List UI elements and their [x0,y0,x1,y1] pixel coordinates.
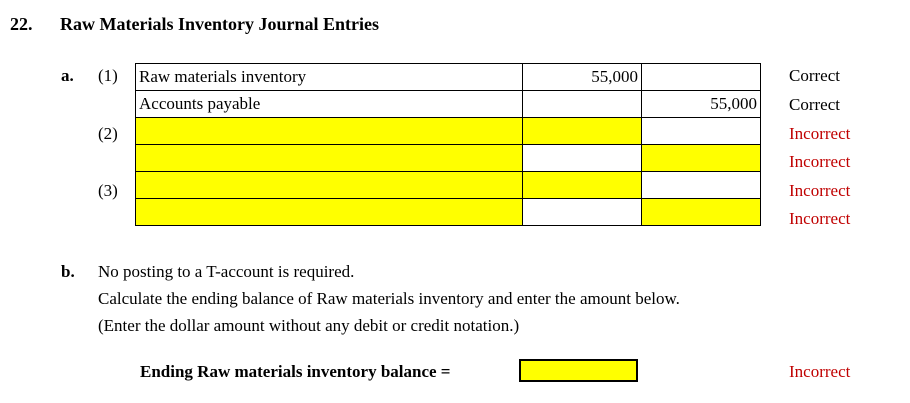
row-5-status: Incorrect [789,181,851,200]
account-input[interactable] [136,199,523,226]
credit-input[interactable] [642,145,761,172]
step-3-label: (3) [98,181,118,200]
debit-input[interactable] [523,172,642,199]
row-4-status: Incorrect [789,152,851,171]
part-a-label: a. [61,66,74,85]
table-row [136,118,761,145]
table-row [136,64,761,91]
row-1-status: Correct [789,66,840,85]
question-title: Raw Materials Inventory Journal Entries [60,14,379,34]
ending-balance-label: Ending Raw materials inventory balance = [140,362,451,381]
debit-input[interactable] [523,91,642,118]
credit-input[interactable]: 55,000 [642,91,761,118]
table-row [136,172,761,199]
journal-entry-table [135,63,761,226]
credit-input[interactable] [642,199,761,226]
credit-input[interactable] [642,118,761,145]
part-b-line-2: Calculate the ending balance of Raw materials inventory and enter the amount below. [98,289,680,308]
step-2-label: (2) [98,124,118,143]
account-input[interactable] [136,118,523,145]
row-2-status: Correct [789,95,840,114]
part-b-line-1: No posting to a T-account is required. [98,262,355,281]
credit-input[interactable] [642,64,761,91]
row-6-status: Incorrect [789,209,851,228]
debit-input[interactable] [523,145,642,172]
ending-balance-status: Incorrect [789,362,851,381]
debit-input[interactable] [523,118,642,145]
account-input[interactable]: Raw materials inventory [136,64,523,91]
table-row [136,199,761,226]
step-1-label: (1) [98,66,118,85]
part-b-line-3: (Enter the dollar amount without any debit or credit notation.) [98,316,520,335]
account-input[interactable] [136,172,523,199]
credit-input[interactable] [642,172,761,199]
question-number: 22. [10,14,33,34]
table-row [136,91,761,118]
debit-input[interactable] [523,199,642,226]
account-input[interactable] [136,145,523,172]
account-input[interactable]: Accounts payable [136,91,523,118]
debit-input[interactable]: 55,000 [523,64,642,91]
ending-balance-input[interactable] [519,359,638,382]
table-row [136,145,761,172]
part-b-label: b. [61,262,75,281]
row-3-status: Incorrect [789,124,851,143]
